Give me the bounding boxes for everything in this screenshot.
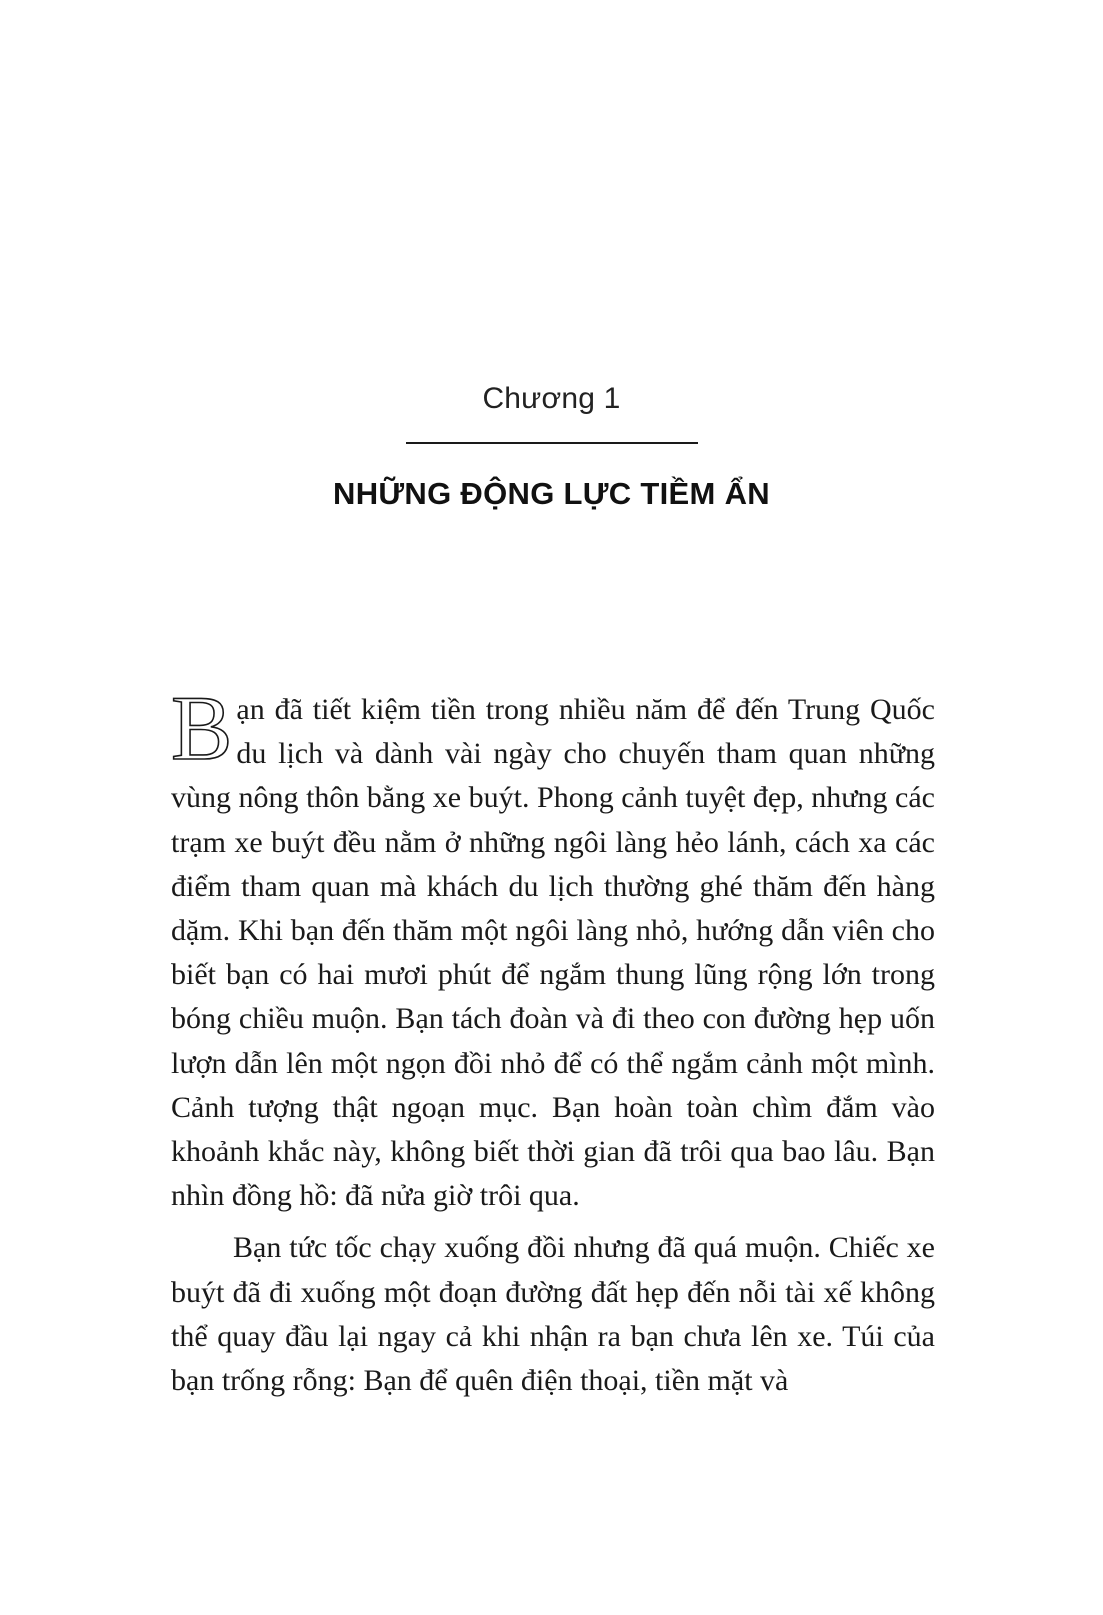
body-text xyxy=(171,677,935,1403)
paragraph-2: Bạn tức tốc chạy xuống đồi nhưng đã quá muộn. Chiếc xe buýt đã đi xuống một đoạn đường đất hẹp đến nỗi tài xế không thể quay đầu lại ngay cả khi nhận ra bạn chưa lên xe. Túi của bạn trống rỗng: Bạn để quên điện thoại, tiền mặt và xyxy=(171,1231,935,1398)
chapter-label: Chương 1 xyxy=(482,382,621,415)
chapter-divider xyxy=(406,442,698,444)
paragraph-1-text: ạn đã tiết kiệm tiền trong nhiều năm để đến Trung Quốc du lịch và dành vài ngày cho chuyến tham quan những vùng nông thôn bằng xe buýt. Phong cảnh tuyệt đẹp, nhưng các trạm xe buýt đều nằm ở những ngôi làng hẻo lánh, cách xa các điểm tham quan mà khách du lịch thường ghé thăm đến hàng dặm. Khi bạn đến thăm một ngôi làng nhỏ, hướng dẫn viên cho biết bạn có hai mươi phút để ngắm thung lũng rộng lớn trong bóng chiều muộn. Bạn tách đoàn và đi theo con đường hẹp uốn lượn dẫn lên một ngọn đồi nhỏ để có thể ngắm cảnh một mình. Cảnh tượng thật ngoạn mục. Bạn hoàn toàn chìm đắm vào khoảnh khắc này, không biết thời gian đã trôi qua bao lâu. Bạn nhìn đồng hồ: đã nửa giờ trôi qua. xyxy=(171,693,935,1213)
drop-cap: B xyxy=(171,677,233,779)
chapter-title: NHỮNG ĐỘNG LỰC TIỀM ẨN xyxy=(333,476,770,511)
paragraph-1 xyxy=(171,677,935,1218)
